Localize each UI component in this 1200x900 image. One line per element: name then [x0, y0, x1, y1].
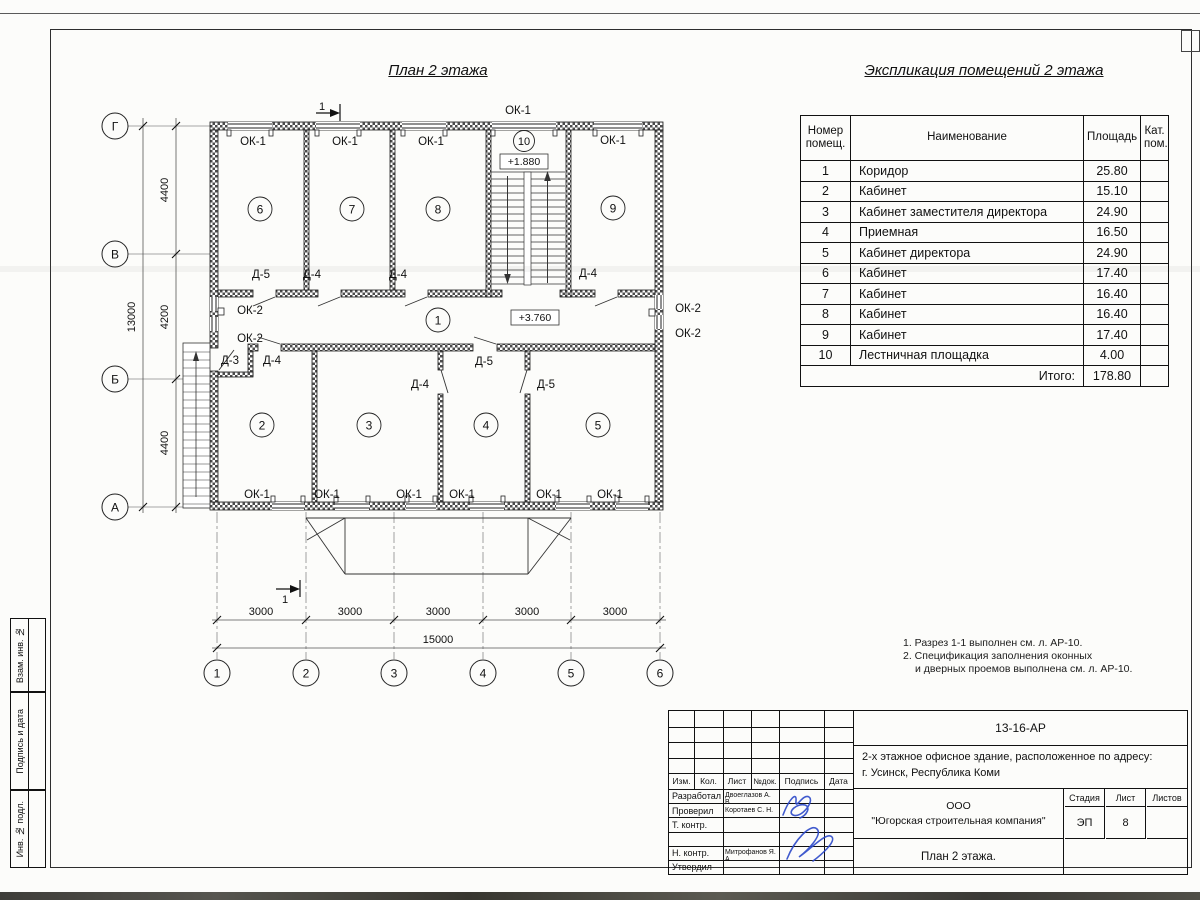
- room-number: 5: [594, 418, 602, 433]
- margin-stamp-label: Подпись и дата: [14, 708, 25, 774]
- door-label-d5: Д-5: [474, 356, 494, 368]
- dim-horizontal: 3000: [248, 606, 274, 618]
- tb-role: Разработал: [672, 791, 721, 801]
- room-area: 24.90: [1084, 202, 1141, 223]
- room-name: Кабинет директора: [851, 243, 1084, 264]
- room-cat: [1141, 325, 1169, 346]
- room-name: Кабинет: [851, 284, 1084, 305]
- room-area: 16.40: [1084, 284, 1141, 305]
- room-num: 3: [801, 202, 851, 223]
- room-area: 16.50: [1084, 222, 1141, 243]
- door-label-d4: Д-4: [410, 379, 430, 391]
- room-cat: [1141, 304, 1169, 325]
- col-header-num: Номер помещ.: [801, 116, 851, 161]
- col-header-name: Наименование: [851, 116, 1084, 161]
- dim-vertical: 4200: [159, 304, 171, 330]
- tb-object-line2: г. Усинск, Республика Коми: [862, 766, 1001, 779]
- axis-col-label: 1: [213, 666, 221, 681]
- total-row: [801, 366, 1169, 387]
- window-label-ok2: ОК-2: [675, 328, 701, 340]
- col-header-area: Площадь: [1084, 116, 1141, 161]
- sheet-top-line: [0, 13, 1200, 14]
- dim-horizontal: 3000: [337, 606, 363, 618]
- tb-col-izm: Изм.: [672, 776, 691, 786]
- table-row: [801, 161, 1169, 182]
- window-label-ok2: ОК-2: [675, 303, 701, 315]
- door-label-d5: Д-5: [251, 269, 271, 281]
- room-num: 10: [801, 345, 851, 366]
- room-name: Кабинет: [851, 263, 1084, 284]
- axis-col-label: 4: [479, 666, 487, 681]
- room-cat: [1141, 345, 1169, 366]
- door-label-d4: Д-4: [388, 269, 408, 281]
- tb-stage-value: ЭП: [1065, 807, 1105, 839]
- window-label-ok2: ОК-2: [237, 305, 263, 317]
- room-area: 25.80: [1084, 161, 1141, 182]
- tb-sheets-value: [1147, 807, 1187, 839]
- axis-col-label: 2: [302, 666, 310, 681]
- room-name: Кабинет заместителя директора: [851, 202, 1084, 223]
- tb-role: Н. контр.: [672, 848, 710, 858]
- room-name: Коридор: [851, 161, 1084, 182]
- room-name: Кабинет: [851, 181, 1084, 202]
- door-label-d3: Д-3: [220, 355, 240, 367]
- room-cat: [1141, 161, 1169, 182]
- window-label-ok1: ОК-1: [505, 105, 531, 117]
- door-label-d4: Д-4: [302, 269, 322, 281]
- total-label: Итого:: [801, 366, 1084, 387]
- tb-role-name: Коротаев С. Н.: [725, 806, 774, 814]
- window-label-ok2: ОК-2: [237, 333, 263, 345]
- axis-row-label: А: [110, 500, 120, 515]
- table-row: [801, 304, 1169, 325]
- room-num: 6: [801, 263, 851, 284]
- room-cat: [1141, 202, 1169, 223]
- table-row: [801, 222, 1169, 243]
- axis-row-label: В: [110, 247, 120, 262]
- room-number: 4: [482, 418, 490, 433]
- room-number: 3: [365, 418, 373, 433]
- room-number: 10: [517, 136, 531, 148]
- frame-corner-box: [1181, 30, 1200, 52]
- note-line: 1. Разрез 1-1 выполнен см. л. АР-10.: [903, 637, 1083, 649]
- tb-sheets-label: Листов: [1147, 789, 1187, 807]
- title-block: [668, 710, 1188, 875]
- explication-table: [800, 115, 1169, 387]
- note-line: 2. Спецификация заполнения оконных: [903, 650, 1093, 662]
- tb-drawing-name: План 2 этажа.: [854, 839, 1064, 874]
- dim-horizontal: 3000: [602, 606, 628, 618]
- scan-bottom-strip: [0, 892, 1200, 900]
- plan-title: План 2 этажа: [388, 62, 488, 79]
- door-label-d4: Д-4: [262, 355, 282, 367]
- window-label-ok1: ОК-1: [244, 489, 270, 501]
- room-num: 5: [801, 243, 851, 264]
- table-row: [801, 181, 1169, 202]
- explication-title: Экспликация помещений 2 этажа: [864, 62, 1104, 79]
- section-mark-top: 1: [318, 101, 326, 113]
- room-num: 9: [801, 325, 851, 346]
- tb-sheet-label: Лист: [1106, 789, 1146, 807]
- margin-stamp-label: Инв. № подл.: [14, 800, 25, 858]
- window-label-ok1: ОК-1: [597, 489, 623, 501]
- room-cat: [1141, 222, 1169, 243]
- tb-col-ndok: №док.: [753, 776, 777, 786]
- dim-horizontal-total: 15000: [422, 634, 454, 646]
- window-label-ok1: ОК-1: [332, 136, 358, 148]
- room-number: 7: [348, 202, 356, 217]
- col-header-cat: Кат. пом.: [1141, 116, 1169, 161]
- door-label-d4: Д-4: [578, 268, 598, 280]
- room-area: 16.40: [1084, 304, 1141, 325]
- table-row: [801, 202, 1169, 223]
- tb-col-list: Лист: [727, 776, 747, 786]
- axis-col-label: 6: [656, 666, 664, 681]
- tb-doc-code: 13-16-АР: [854, 711, 1187, 746]
- tb-stage-label: Стадия: [1065, 789, 1105, 807]
- table-row: [801, 345, 1169, 366]
- window-label-ok1: ОК-1: [600, 135, 626, 147]
- total-area: 178.80: [1084, 366, 1141, 387]
- axis-col-label: 3: [390, 666, 398, 681]
- tb-object-line1: 2-х этажное офисное здание, расположенное по адресу:: [862, 751, 1153, 763]
- tb-role-name: Митрофанов Я. А.: [725, 849, 776, 863]
- tb-org-line2: "Югорская строительная компания": [871, 814, 1046, 827]
- room-name: Кабинет: [851, 325, 1084, 346]
- table-row: [801, 243, 1169, 264]
- room-num: 7: [801, 284, 851, 305]
- room-cat: [1141, 284, 1169, 305]
- room-num: 1: [801, 161, 851, 182]
- tb-role: Проверил: [672, 805, 714, 816]
- section-mark-bottom: 1: [281, 594, 289, 606]
- room-area: 17.40: [1084, 263, 1141, 284]
- note-line: и дверных проемов выполнена см. л. АР-10.: [915, 663, 1133, 675]
- window-label-ok1: ОК-1: [449, 489, 475, 501]
- margin-stamp: [10, 790, 46, 868]
- tb-role-name: Двоеглазов А. В.: [725, 792, 771, 806]
- axis-col-label: 5: [567, 666, 575, 681]
- margin-stamp: [10, 692, 46, 790]
- tb-col-kol: Кол.: [700, 776, 717, 786]
- room-area: 4.00: [1084, 345, 1141, 366]
- room-cat: [1141, 263, 1169, 284]
- tb-org-line1: ООО: [946, 799, 971, 812]
- table-row: [801, 284, 1169, 305]
- room-area: 15.10: [1084, 181, 1141, 202]
- dim-vertical-total: 13000: [126, 301, 138, 333]
- level-mark: +3.760: [518, 312, 552, 324]
- total-cat: [1141, 366, 1169, 387]
- room-cat: [1141, 243, 1169, 264]
- dim-vertical: 4400: [159, 177, 171, 203]
- room-name: Лестничная площадка: [851, 345, 1084, 366]
- window-label-ok1: ОК-1: [314, 489, 340, 501]
- margin-stamp-label: Взам. инв. №: [14, 626, 25, 684]
- dim-horizontal: 3000: [514, 606, 540, 618]
- table-row: [801, 263, 1169, 284]
- tb-sheet-value: 8: [1106, 807, 1146, 839]
- axis-row-label: Г: [111, 119, 119, 134]
- axis-row-label: Б: [111, 372, 119, 387]
- window-label-ok1: ОК-1: [396, 489, 422, 501]
- room-number: 1: [434, 313, 442, 328]
- tb-col-podpis: Подпись: [784, 776, 819, 786]
- dim-vertical: 4400: [159, 430, 171, 456]
- room-number: 6: [256, 202, 264, 217]
- margin-stamp: [10, 618, 46, 692]
- tb-role: Утвердил: [672, 862, 712, 872]
- room-number: 8: [434, 202, 442, 217]
- room-name: Кабинет: [851, 304, 1084, 325]
- dim-horizontal: 3000: [425, 606, 451, 618]
- room-area: 24.90: [1084, 243, 1141, 264]
- room-area: 17.40: [1084, 325, 1141, 346]
- window-label-ok1: ОК-1: [536, 489, 562, 501]
- room-name: Приемная: [851, 222, 1084, 243]
- room-number: 9: [609, 201, 617, 216]
- signature-scribble: [787, 828, 833, 861]
- tb-col-data: Дата: [829, 776, 848, 786]
- window-label-ok1: ОК-1: [418, 136, 444, 148]
- room-number: 2: [258, 418, 266, 433]
- window-label-ok1: ОК-1: [240, 136, 266, 148]
- room-cat: [1141, 181, 1169, 202]
- room-num: 2: [801, 181, 851, 202]
- tb-role: Т. контр.: [672, 819, 708, 830]
- door-label-d5: Д-5: [536, 379, 556, 391]
- signature-scribble: [783, 796, 810, 818]
- room-num: 8: [801, 304, 851, 325]
- level-mark: +1.880: [507, 156, 541, 168]
- table-row: [801, 325, 1169, 346]
- room-num: 4: [801, 222, 851, 243]
